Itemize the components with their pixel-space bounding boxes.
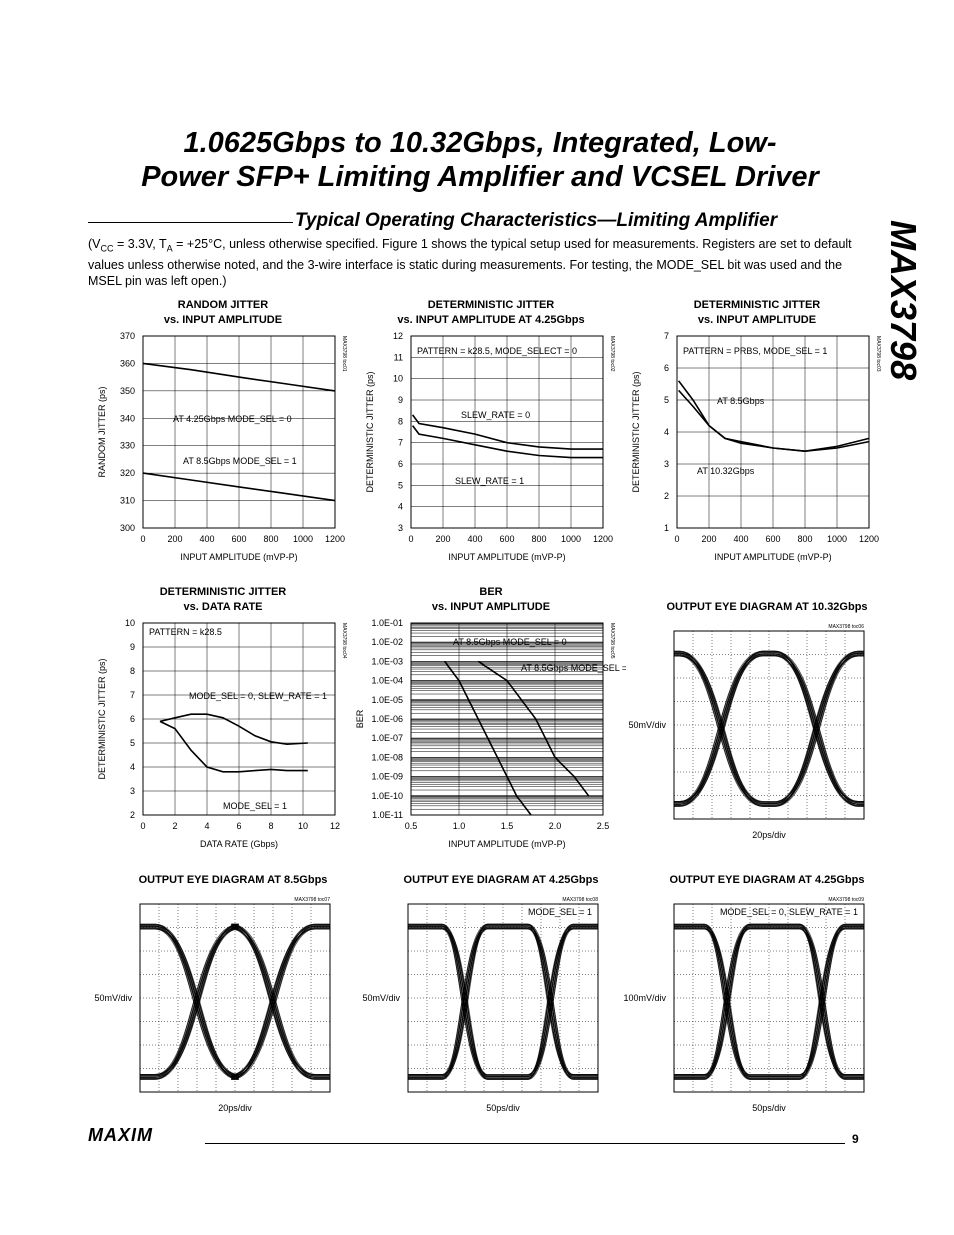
series-line: [679, 381, 869, 451]
x-tick-label: 2.5: [596, 821, 610, 831]
y-axis-label: DETERMINISTIC JITTER (ps): [631, 371, 641, 493]
y-tick-label: 9: [129, 642, 135, 652]
x-tick-label: 0: [674, 534, 680, 544]
y-axis-label: DETERMINISTIC JITTER (ps): [365, 371, 375, 493]
y-tick-label: 11: [393, 352, 403, 363]
chart-title-1: [88, 298, 358, 328]
x-axis-label: DATA RATE (Gbps): [199, 839, 279, 849]
x-axis-label: INPUT AMPLITUDE (mVP-P): [180, 552, 298, 562]
chart-dj-amplitude-425: [356, 298, 626, 568]
y-tick-label: 310: [119, 495, 135, 506]
y-tick-label: 1.0E-08: [371, 752, 403, 763]
series-line: [413, 426, 603, 458]
y-tick-label: 7: [397, 437, 403, 448]
chart-title-line: DETERMINISTIC JITTER: [427, 299, 555, 311]
x-tick-label: 200: [701, 534, 717, 544]
x-tick-label: 200: [435, 534, 451, 544]
eye-horizontal-scale: 50ps/div: [752, 1103, 786, 1113]
y-tick-label: 1.0E-06: [371, 714, 403, 724]
cond-sub-a: A: [166, 243, 173, 254]
eye-horizontal-scale: 50ps/div: [486, 1103, 520, 1113]
y-tick-label: 8: [397, 416, 403, 427]
footer-rule: [205, 1143, 845, 1144]
plot-area: [356, 618, 626, 849]
annotation: PATTERN = k28.5: [149, 627, 222, 637]
title-line-1: 1.0625Gbps to 10.32Gbps, Integrated, Low-: [183, 127, 777, 159]
annotation: AT 4.25Gbps MODE_SEL = 0: [173, 414, 292, 424]
x-tick-label: 600: [231, 534, 247, 544]
chart-code: MAX3798 toc04: [341, 623, 347, 659]
y-axis-label: DETERMINISTIC JITTER (ps): [97, 658, 107, 780]
y-tick-label: 6: [129, 714, 135, 724]
y-tick-label: 6: [397, 459, 403, 469]
x-tick-label: 400: [733, 534, 749, 544]
y-tick-label: 3: [663, 459, 669, 469]
x-tick-label: 400: [467, 534, 483, 544]
y-axis-label: BER: [356, 709, 365, 729]
y-tick-label: 370: [119, 331, 135, 341]
eye-vertical-scale: 100mV/div: [623, 993, 666, 1003]
chart-svg-random-jitter: [88, 328, 358, 568]
page-title: [80, 126, 880, 194]
cond-mid: = 3.3V, T: [113, 237, 167, 251]
y-tick-label: 4: [129, 762, 135, 772]
chart-title-line: vs. INPUT AMPLITUDE AT 4.25Gbps: [397, 314, 585, 326]
y-tick-label: 300: [119, 523, 135, 533]
y-tick-label: 9: [397, 395, 403, 405]
chart-title-4: [88, 585, 358, 615]
x-axis-label: INPUT AMPLITUDE (mVP-P): [714, 552, 832, 562]
x-tick-label: 0: [140, 534, 146, 544]
y-tick-label: 5: [397, 480, 403, 491]
chart-svg-dj-data-rate: [88, 615, 358, 855]
y-tick-label: 330: [119, 440, 135, 451]
y-tick-label: 2: [129, 810, 135, 820]
eye-area: [362, 897, 598, 1113]
y-axis-label: RANDOM JITTER (ps): [97, 386, 107, 478]
chart-random-jitter: [88, 298, 358, 568]
eye-code: MAX3798 toc08: [562, 897, 598, 903]
title-line-2: Power SFP+ Limiting Amplifier and VCSEL Driver: [141, 161, 819, 193]
x-tick-label: 200: [167, 534, 183, 544]
plot-area: [97, 331, 347, 562]
chart-title-line: vs. DATA RATE: [183, 601, 263, 613]
x-tick-label: 6: [236, 821, 242, 831]
y-tick-label: 350: [119, 385, 135, 396]
chart-ber: [356, 585, 626, 855]
y-tick-label: 360: [119, 358, 135, 369]
eye-diagram-85: [88, 873, 358, 1113]
series-line: [413, 415, 603, 449]
y-tick-label: 1.0E-07: [371, 733, 403, 744]
x-tick-label: 1200: [592, 534, 614, 544]
y-tick-label: 1.0E-04: [371, 675, 403, 686]
plot-area: [365, 331, 615, 562]
eye-title-4: OUTPUT EYE DIAGRAM AT 4.25Gbps: [669, 874, 865, 886]
y-tick-label: 4: [397, 501, 403, 512]
annotation: AT 8.5Gbps MODE_SEL = 0: [453, 637, 567, 647]
annotation: MODE_SEL = 0, SLEW_RATE = 1: [189, 691, 328, 701]
eye-area: [623, 897, 864, 1113]
annotation: AT 8.5Gbps MODE_SEL = 1: [521, 663, 626, 673]
chart-svg-dj-amplitude-425: [356, 328, 626, 568]
chart-title-line: RANDOM JITTER: [177, 299, 269, 311]
annotation: AT 10.32Gbps: [697, 466, 755, 476]
y-tick-label: 1: [663, 523, 669, 533]
y-tick-label: 1.0E-03: [371, 656, 403, 667]
chart-title-line: vs. INPUT AMPLITUDE: [163, 314, 283, 326]
y-tick-label: 10: [392, 373, 403, 384]
y-tick-label: 1.0E-02: [371, 637, 403, 648]
test-conditions: [88, 236, 868, 289]
eye-title-2: OUTPUT EYE DIAGRAM AT 8.5Gbps: [138, 874, 328, 886]
chart-title-line: BER: [479, 586, 503, 598]
eye-svg-425-a: [356, 888, 626, 1113]
y-tick-label: 340: [119, 413, 135, 424]
chart-svg-dj-amplitude: [622, 328, 892, 568]
x-tick-label: 400: [199, 534, 215, 544]
chart-code: MAX3798 toc02: [609, 336, 615, 372]
y-tick-label: 1.0E-10: [371, 790, 403, 801]
eye-vertical-scale: 50mV/div: [362, 993, 400, 1003]
annotation: AT 8.5Gbps MODE_SEL = 1: [183, 456, 297, 466]
eye-diagram-425-a: [356, 873, 626, 1113]
x-tick-label: 1200: [858, 534, 880, 544]
y-tick-label: 3: [397, 523, 403, 533]
x-tick-label: 4: [204, 821, 210, 831]
eye-svg-425-b: [622, 888, 892, 1113]
page-number: 9: [852, 1132, 859, 1146]
chart-title-2: [356, 298, 626, 328]
cond-pre: (V: [88, 237, 101, 251]
svg-text:MAXIM: MAXIM: [88, 1127, 153, 1143]
chart-code: MAX3798 toc01: [341, 336, 347, 372]
annotation: PATTERN = PRBS, MODE_SEL = 1: [683, 346, 828, 356]
y-tick-label: 12: [392, 331, 403, 341]
x-tick-label: 1000: [560, 534, 582, 544]
eye-code: MAX3798 toc07: [294, 897, 330, 903]
eye-svg-1032: [622, 615, 892, 840]
series-line: [160, 714, 308, 744]
chart-title-3: [622, 298, 892, 328]
series-line: [160, 721, 308, 771]
eye-vertical-scale: 50mV/div: [628, 720, 666, 730]
y-tick-label: 5: [129, 738, 135, 748]
y-tick-label: 1.0E-05: [371, 694, 403, 705]
x-tick-label: 1000: [826, 534, 848, 544]
plot-area: [97, 618, 347, 849]
eye-area: [94, 897, 330, 1113]
chart-title-line: DETERMINISTIC JITTER: [159, 586, 287, 598]
annotation: SLEW_RATE = 1: [455, 476, 525, 486]
maxim-logo-mark: [88, 1127, 200, 1143]
x-tick-label: 1000: [292, 534, 314, 544]
y-tick-label: 8: [129, 666, 135, 676]
y-tick-label: 5: [663, 395, 669, 405]
maxim-logo: [88, 1127, 200, 1148]
x-tick-label: 12: [329, 821, 341, 831]
section-title: Typical Operating Characteristics—Limiting Amplifier: [295, 210, 778, 231]
x-tick-label: 1.5: [500, 821, 514, 831]
eye-diagram-425-b: [622, 873, 892, 1113]
series-line: [679, 390, 869, 451]
x-tick-label: 0.5: [404, 821, 418, 831]
eye-code: MAX3798 toc06: [828, 624, 864, 630]
eye-svg-85: [88, 888, 358, 1113]
x-tick-label: 800: [531, 534, 547, 544]
section-rule: [88, 222, 293, 223]
eye-area: [628, 624, 864, 840]
y-tick-label: 4: [663, 427, 669, 437]
chart-title-5: [356, 585, 626, 615]
part-number: MAX3798: [883, 220, 924, 381]
annotation: PATTERN = k28.5, MODE_SELECT = 0: [417, 346, 578, 356]
x-tick-label: 800: [797, 534, 813, 544]
annotation: SLEW_RATE = 0: [461, 410, 531, 420]
eye-title-3: OUTPUT EYE DIAGRAM AT 4.25Gbps: [403, 874, 599, 886]
chart-code: MAX3798 toc05: [609, 623, 615, 659]
eye-code: MAX3798 toc09: [828, 897, 864, 903]
eye-note: MODE_SEL = 0, SLEW_RATE = 1: [719, 907, 858, 917]
y-tick-label: 10: [124, 618, 135, 628]
x-tick-label: 1.0: [452, 821, 466, 831]
x-tick-label: 600: [499, 534, 515, 544]
eye-diagram-1032: [622, 600, 892, 840]
eye-vertical-scale: 50mV/div: [94, 993, 132, 1003]
eye-horizontal-scale: 20ps/div: [752, 830, 786, 840]
chart-svg-ber: [356, 615, 626, 855]
eye-title-1: OUTPUT EYE DIAGRAM AT 10.32Gbps: [666, 601, 868, 613]
plot-area: [631, 331, 881, 562]
eye-note: MODE_SEL = 1: [528, 907, 592, 917]
chart-title-line: vs. INPUT AMPLITUDE: [431, 601, 551, 613]
x-tick-label: 1200: [324, 534, 346, 544]
y-tick-label: 1.0E-09: [371, 771, 403, 782]
x-tick-label: 2: [172, 821, 178, 831]
y-tick-label: 1.0E-11: [372, 810, 403, 820]
y-tick-label: 3: [129, 786, 135, 796]
x-tick-label: 10: [297, 821, 309, 831]
chart-code: MAX3798 toc03: [875, 336, 881, 372]
eye-horizontal-scale: 20ps/div: [218, 1103, 252, 1113]
x-tick-label: 0: [408, 534, 414, 544]
chart-title-line: DETERMINISTIC JITTER: [693, 299, 821, 311]
chart-title-line: vs. INPUT AMPLITUDE: [697, 314, 817, 326]
y-tick-label: 7: [129, 690, 135, 700]
x-tick-label: 8: [268, 821, 274, 831]
chart-dj-amplitude: [622, 298, 892, 568]
y-tick-label: 320: [119, 468, 135, 479]
cond-post: = +25°C, unless otherwise specified. Figure 1 shows the typical setup used for measurements. Registers are set to default values unless otherwise noted, and the 3-wire interface is static during measurements. For testing, the MODE_SEL bit was used and the MSEL pin was left open.): [88, 237, 852, 288]
cond-sub-cc: CC: [100, 243, 114, 254]
x-tick-label: 800: [263, 534, 279, 544]
x-axis-label: INPUT AMPLITUDE (mVP-P): [448, 552, 566, 562]
annotation: AT 8.5Gbps: [717, 396, 765, 406]
y-tick-label: 7: [663, 331, 669, 341]
y-tick-label: 6: [663, 363, 669, 373]
y-tick-label: 2: [663, 491, 669, 501]
y-tick-label: 1.0E-01: [371, 618, 403, 628]
x-tick-label: 0: [140, 821, 146, 831]
x-tick-label: 600: [765, 534, 781, 544]
annotation: MODE_SEL = 1: [223, 801, 287, 811]
x-axis-label: INPUT AMPLITUDE (mVP-P): [448, 839, 566, 849]
chart-dj-data-rate: [88, 585, 358, 855]
x-tick-label: 2.0: [548, 821, 562, 831]
